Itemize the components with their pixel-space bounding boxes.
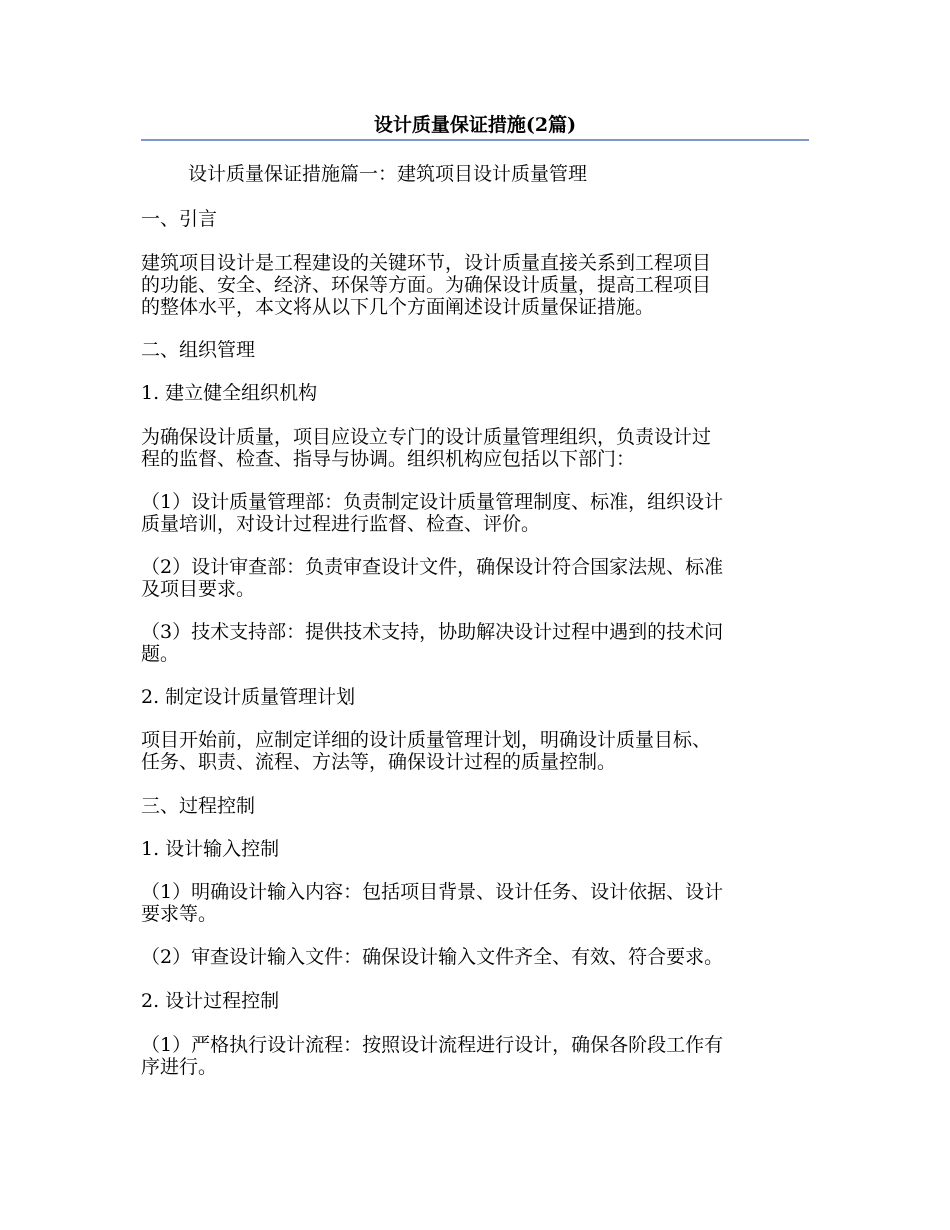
title-underline	[141, 139, 809, 141]
list-item-quality-dept: （1）设计质量管理部：负责制定设计质量管理制度、标准，组织设计 质量培训，对设计过程进行监督、检查、评价。	[141, 491, 724, 535]
document-page	[141, 0, 809, 1230]
heading-organization: 二、组织管理	[141, 339, 256, 361]
heading-org-structure: 1. 建立健全组织机构	[141, 382, 318, 404]
heading-input-control: 1. 设计输入控制	[141, 838, 280, 860]
list-item-review-dept: （2）设计审查部：负责审查设计文件，确保设计符合国家法规、标准 及项目要求。	[141, 556, 724, 600]
paragraph-org-structure: 为确保设计质量，项目应设立专门的设计质量管理组织，负责设计过 程的监督、检查、指导与协调。组织机构应包括以下部门：	[141, 426, 712, 470]
list-item-input-content: （1）明确设计输入内容：包括项目背景、设计任务、设计依据、设计 要求等。	[141, 881, 724, 925]
list-item-tech-support: （3）技术支持部：提供技术支持，协助解决设计过程中遇到的技术问 题。	[141, 621, 724, 665]
document-title: 设计质量保证措施(2篇)	[373, 114, 577, 136]
heading-introduction: 一、引言	[141, 208, 218, 230]
paragraph-quality-plan: 项目开始前，应制定详细的设计质量管理计划，明确设计质量目标、 任务、职责、流程、方法等，确保设计过程的质量控制。	[141, 729, 712, 773]
heading-design-process-control: 2. 设计过程控制	[141, 990, 280, 1012]
heading-quality-plan: 2. 制定设计质量管理计划	[141, 686, 356, 708]
heading-process-control: 三、过程控制	[141, 795, 256, 817]
section-subtitle: 设计质量保证措施篇一：建筑项目设计质量管理	[188, 163, 588, 185]
list-item-design-flow: （1）严格执行设计流程：按照设计流程进行设计，确保各阶段工作有 序进行。	[141, 1034, 724, 1078]
list-item-input-review: （2）审查设计输入文件：确保设计输入文件齐全、有效、符合要求。	[141, 946, 724, 968]
paragraph-introduction: 建筑项目设计是工程建设的关键环节，设计质量直接关系到工程项目 的功能、安全、经济、环保等方面。为确保设计质量，提高工程项目 的整体水平，本文将从以下几个方面阐述设计质量保证措施。	[141, 252, 712, 318]
